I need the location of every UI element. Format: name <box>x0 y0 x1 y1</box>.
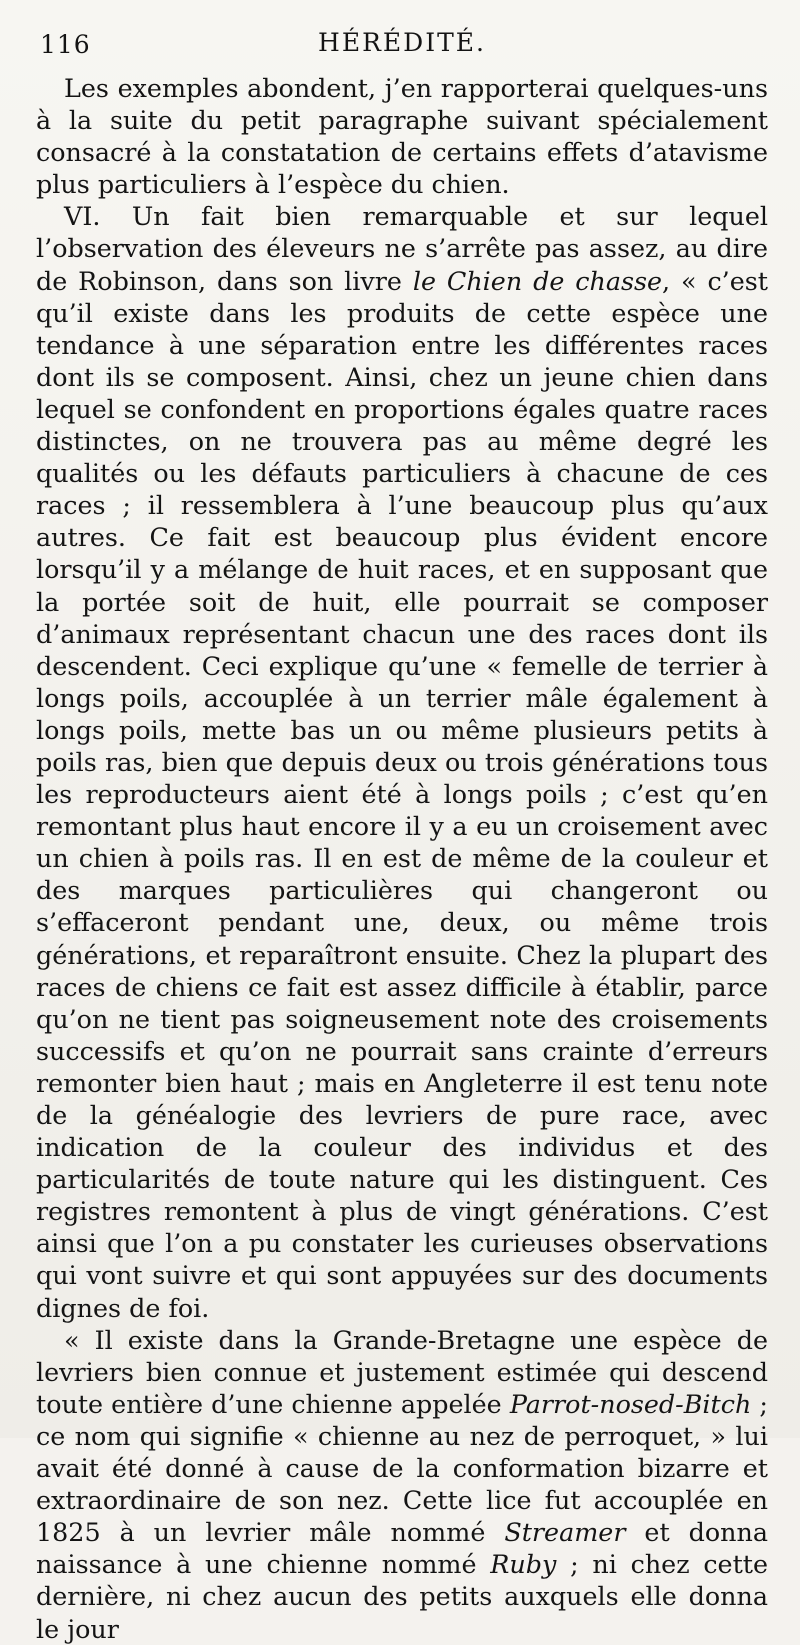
text-run: ; ce nom qui signifie « chienne au nez de perroquet, » lui avait été donné à cause de la conformation bizarre et extraordinaire de son nez. Cette lice fut accouplée en 1825 à un levrier mâle nommé <box>36 1388 768 1548</box>
italic-title: Parrot-nosed-Bitch <box>509 1388 752 1419</box>
italic-title: Streamer <box>504 1517 626 1548</box>
paragraph <box>36 72 768 200</box>
italic-title: le Chien de chasse <box>412 265 663 296</box>
text-run: « Il existe dans la Grande-Bretagne une espèce de levriers bien connue et justement estimée qui descend toute entière d’une chienne appelée <box>36 1324 768 1419</box>
body-text <box>36 72 768 1645</box>
text-run: VI. Un fait bien remarquable et sur lequel l’observation des éleveurs ne s’arrête pas assez, au dire de Robinson, dans son livre <box>36 201 768 296</box>
text-run: ; ni chez cette dernière, ni chez aucun des petits auxquels elle donna le jour <box>36 1549 768 1644</box>
text-run: et donna naissance à une chienne nommé <box>36 1517 768 1580</box>
text-run: Les exemples abondent, j’en rapporterai quelques-uns à la suite du petit paragraphe suivant spécialement consacré à la constatation de certains effets d’atavisme plus particuliers à l’espèce du chien. <box>36 73 768 200</box>
running-title: HÉRÉDITÉ. <box>318 28 486 57</box>
text-run: , « c’est qu’il existe dans les produits de cette espèce une tendance à une séparation entre les différentes races dont ils se composent. Ainsi, chez un jeune chien dans lequel se confondent en proportions égales quatre races distinctes, on ne trouvera pas au même degré les qualités ou les défauts particuliers à chacune de ces races ; il ressemblera à l’une beaucoup plus qu’aux autres. Ce fait est beaucoup plus évident encore lorsqu’il y a mélange de huit races, et en supposant que la portée soit de huit, elle pourrait se composer d’animaux représentant chacun une des races dont ils descendent. Ceci explique qu’une « femelle de terrier à longs poils, accouplée à un terrier mâle également à longs poils, mette bas un ou même plusieurs petits à poils ras, bien que depuis deux ou trois générations tous les reproducteurs aient été à longs poils ; c’est qu’en remontant plus haut encore il y a eu un croisement avec un chien à poils ras. Il en est de même de la couleur et des marques particulières qui changeront ou s’effaceront pendant une, deux, ou même trois générations, et reparaîtront ensuite. Chez la plupart des races de chiens ce fait est assez difficile à établir, parce qu’on ne tient pas soigneusement note des croisements successifs et qu’on ne pourrait sans crainte d’erreurs remonter bien haut ; mais en Angleterre il est tenu note de la généalogie des levriers de pure race, avec indication de la couleur des individus et des particularités de toute nature qui les distinguent. Ces registres remontent à plus de vingt générations. C’est ainsi que l’on a pu constater les curieuses observations qui vont suivre et qui sont appuyées sur des documents dignes de foi. <box>36 265 768 1323</box>
page-header <box>36 20 768 72</box>
page-number: 116 <box>40 30 91 59</box>
italic-title: Ruby <box>490 1549 557 1580</box>
paragraph <box>36 1324 768 1645</box>
paragraph <box>36 200 768 1323</box>
